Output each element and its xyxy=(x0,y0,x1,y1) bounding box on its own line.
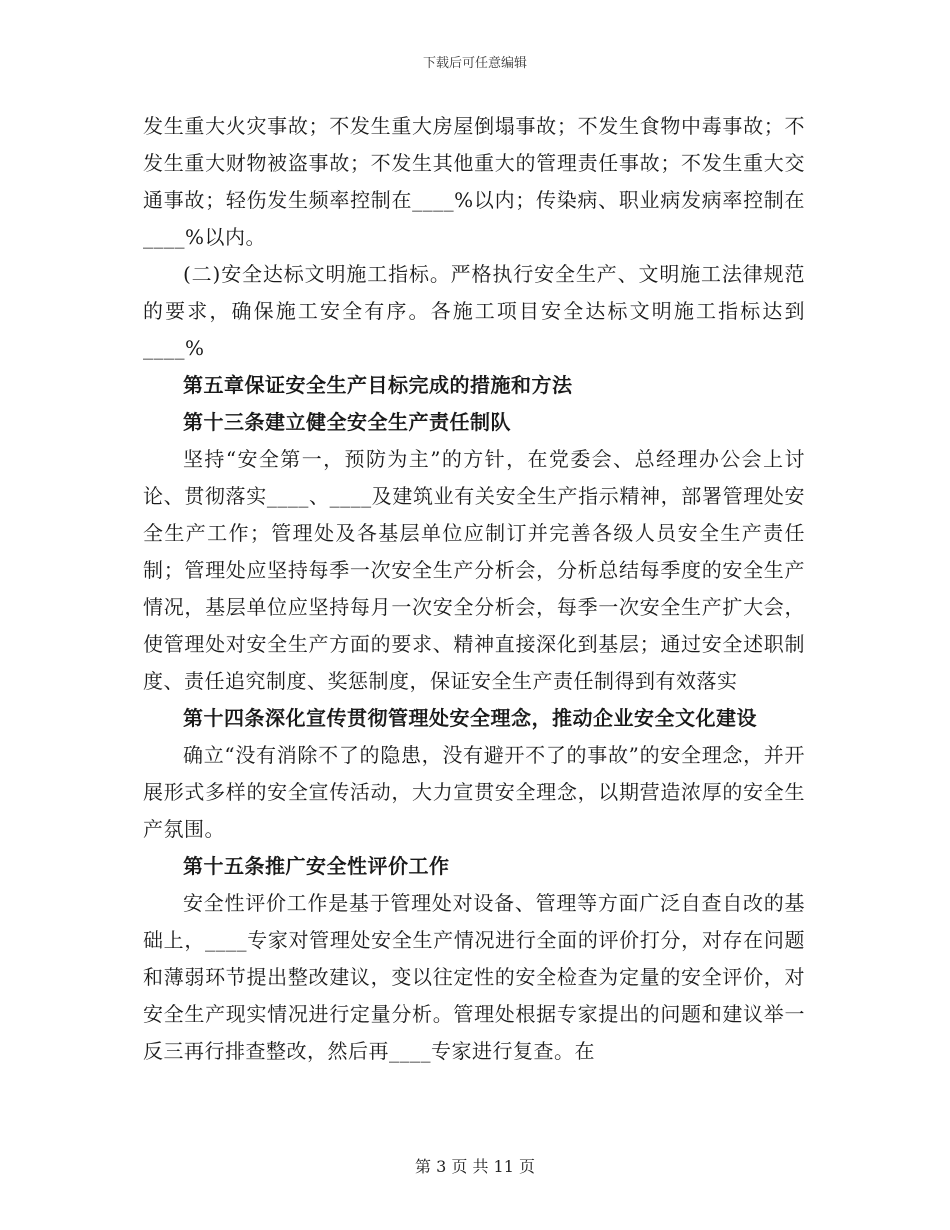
article-heading-15: 第十五条推广安全性评价工作 xyxy=(183,854,450,878)
document-body xyxy=(143,108,805,1070)
page-header: 下载后可任意编辑 xyxy=(422,56,527,71)
page-number: 第 3 页 共 11 页 xyxy=(415,1157,535,1176)
paragraph-article-13: 坚持“安全第一，预防为主”的方针，在党委会、总经理办公会上讨论、贯彻落实____、____及建筑业有关安全生产指示精神，部署管理处安全生产工作；管理处及各基层单位应制订并完善各级人员安全生产责任制；管理处应坚持每季一次安全生产分析会，分析总结每季度的安全生产情况，基层单位应坚持每月一次安全分析会，每季一次安全生产扩大会，使管理处对安全生产方面的要求、精神直接深化到基层；通过安全述职制度、责任追究制度、奖惩制度，保证安全生产责任制得到有效落实 xyxy=(143,447,805,693)
paragraph-civilized-construction: (二)安全达标文明施工指标。严格执行安全生产、文明施工法律规范的要求，确保施工安全有序。各施工项目安全达标文明施工指标达到____% xyxy=(143,262,805,360)
chapter-heading-5: 第五章保证安全生产目标完成的措施和方法 xyxy=(183,373,573,397)
paragraph-accident-targets: 发生重大火灾事故；不发生重大房屋倒塌事故；不发生食物中毒事故；不发生重大财物被盗事故；不发生其他重大的管理责任事故；不发生重大交通事故；轻伤发生频率控制在____%以内；传染病、职业病发病率控制在____%以内。 xyxy=(143,114,805,249)
article-heading-13: 第十三条建立健全安全生产责任制队 xyxy=(183,410,511,434)
paragraph-article-15: 安全性评价工作是基于管理处对设备、管理等方面广泛自查自改的基础上，____专家对管理处安全生产情况进行全面的评价打分，对存在问题和薄弱环节提出整改建议，变以往定性的安全检查为定量的安全评价，对安全生产现实情况进行定量分析。管理处根据专家提出的问题和建议举一反三再行排查整改，然后再____专家进行复查。在 xyxy=(143,891,805,1063)
article-heading-14: 第十四条深化宣传贯彻管理处安全理念，推动企业安全文化建设 xyxy=(183,706,757,730)
paragraph-article-14: 确立“没有消除不了的隐患，没有避开不了的事故”的安全理念，并开展形式多样的安全宣传活动，大力宣贯安全理念，以期营造浓厚的安全生产氛围。 xyxy=(143,743,805,841)
